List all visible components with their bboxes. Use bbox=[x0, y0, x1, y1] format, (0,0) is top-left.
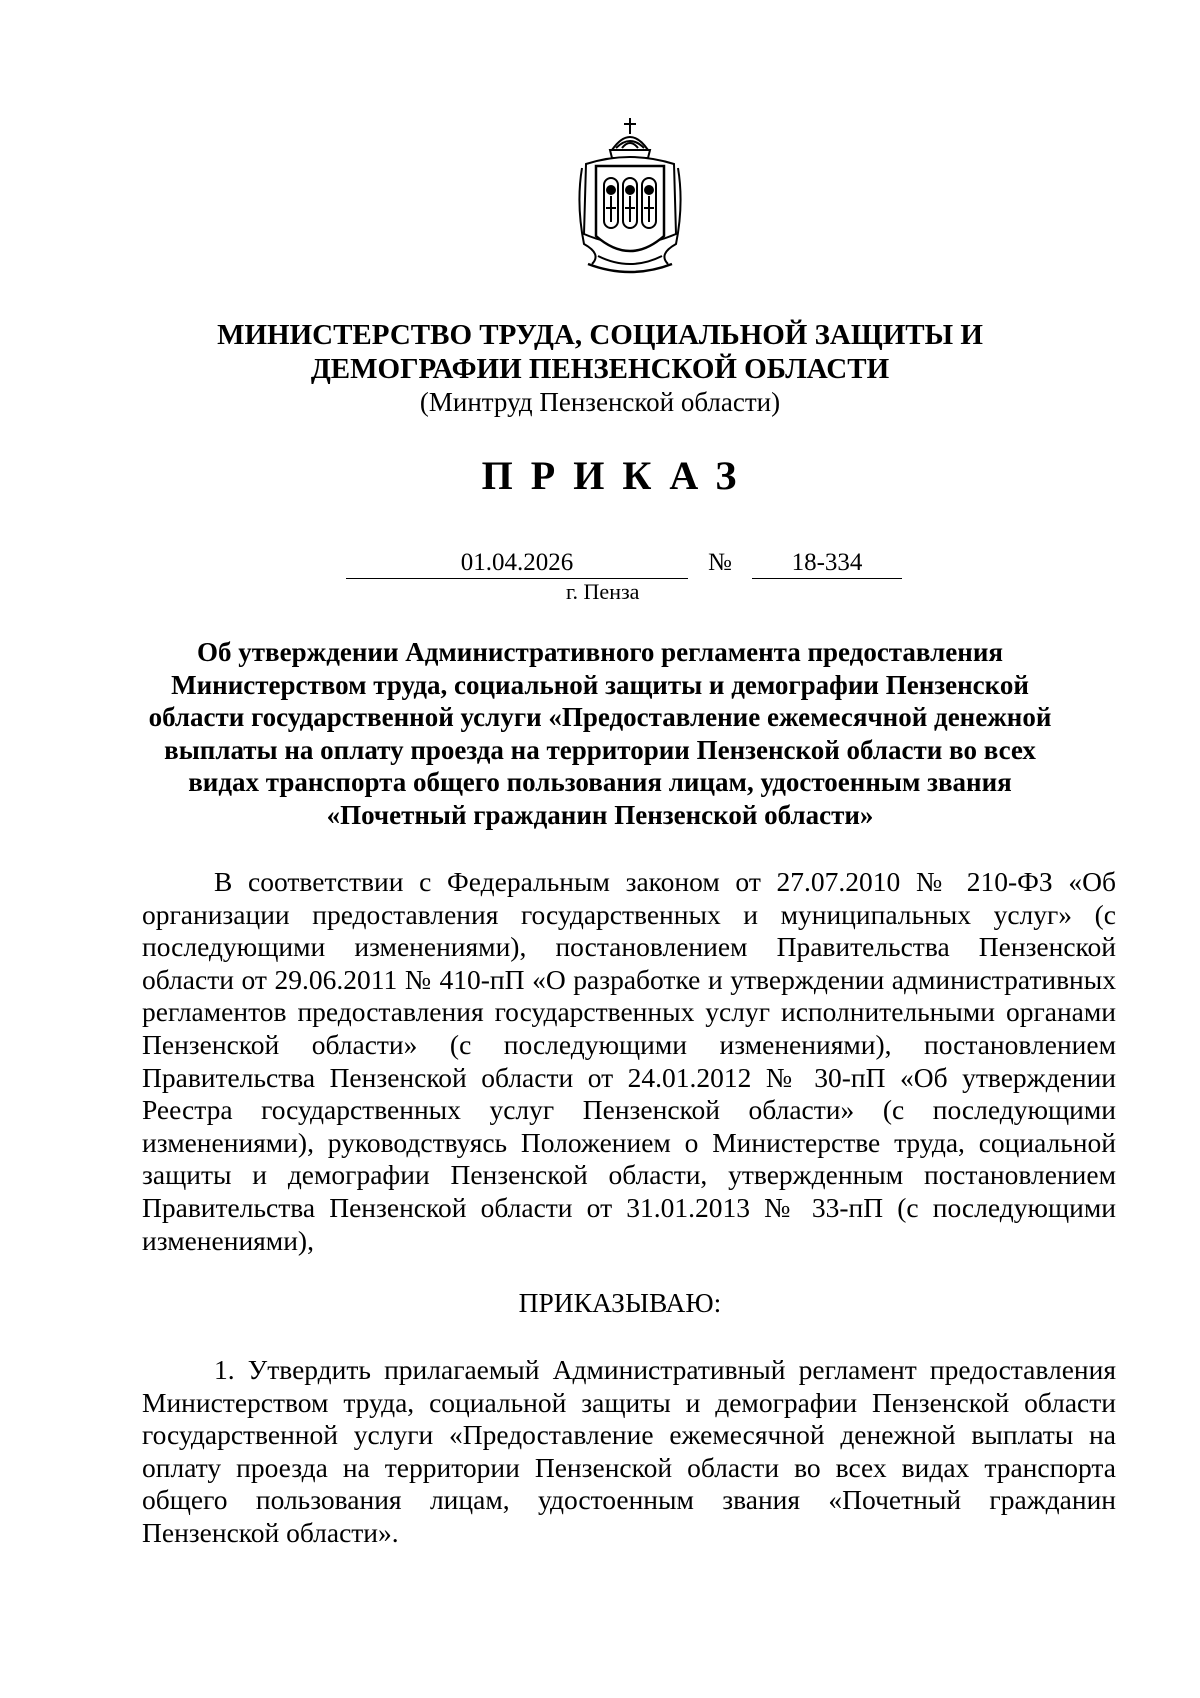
document-meta bbox=[0, 548, 1200, 608]
organization-header bbox=[0, 318, 1200, 418]
org-name-line-1: МИНИСТЕРСТВО ТРУДА, СОЦИАЛЬНОЙ ЗАЩИТЫ И bbox=[217, 319, 983, 351]
org-short-name: (Минтруд Пензенской области) bbox=[419, 387, 781, 417]
preamble-paragraph: В соответствии с Федеральным законом от 27.07.2010 № 210-ФЗ «Об организации предоставления государственных и муниципальных услуг» (с последующими изменениями), постановлением Правительства Пензенской области от 29.06.2011 № 410-пП «О разработке и утверждении административных регламентов предоставления государственных услуг исполнительными органами Пензенской области» (с последующими изменениями), постановлением Правительства Пензенской области от 24.01.2012 № 30-пП «Об утверждении Реестра государственных услуг Пензенской области» (с последующими изменениями), руководствуясь Положением о Министерстве труда, социальной защиты и демографии Пензенской области, утвержденным постановлением Правительства Пензенской области от 31.01.2013 № 33-пП (с последующими изменениями), bbox=[142, 866, 1116, 1256]
number-sign: № bbox=[708, 549, 732, 576]
document-city: г. Пенза bbox=[566, 579, 640, 604]
org-name-line-2: ДЕМОГРАФИИ ПЕНЗЕНСКОЙ ОБЛАСТИ bbox=[310, 353, 890, 385]
order-word: ПРИКАЗЫВАЮ: bbox=[518, 1287, 722, 1318]
document-number: 18-334 bbox=[752, 548, 902, 579]
document-title: Об утверждении Административного регламента предоставления Министерством труда, социальной защиты и демографии Пензенской области государственной услуги «Предоставление ежемесячной денежной выплаты на оплату проезда на территории Пензенской области во всех видах транспорта общего пользования лицам, удостоенным звания «Почетный гражданин Пензенской области» bbox=[148, 637, 1052, 830]
coat-of-arms-icon bbox=[572, 104, 688, 280]
document-date: 01.04.2026 bbox=[346, 548, 688, 579]
document-type-heading: ПРИКАЗ bbox=[481, 453, 755, 498]
order-item-1: 1. Утвердить прилагаемый Административный регламент предоставления Министерством труда, социальной защиты и демографии Пензенской области государственной услуги «Предоставление ежемесячной денежной выплаты на оплату проезда на территории Пензенской области во всех видах транспорта общего пользования лицам, удостоенным звания «Почетный гражданин Пензенской области». bbox=[142, 1354, 1116, 1548]
